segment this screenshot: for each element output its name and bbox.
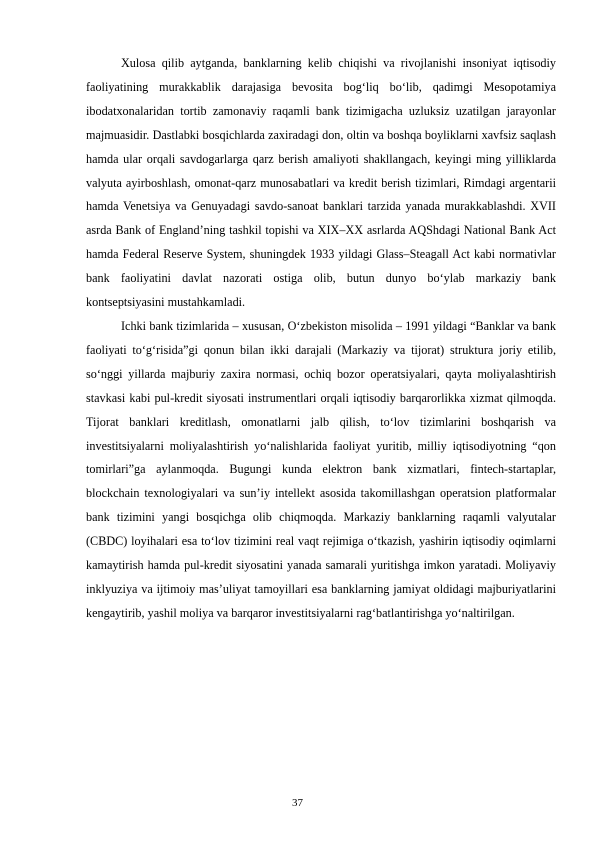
page-number: 37 bbox=[292, 797, 303, 809]
paragraph-domestic-banking: Ichki bank tizimlarida – xususan, O‘zbekiston misolida – 1991 yildagi “Banklar va bank faoliyati to‘g‘risida”gi qonun bilan ikki darajali (Markaziy va tijorat) struktura joriy etilib, so‘nggi yillarda majburiy zaxira normasi, ochiq bozor operatsiyalari, qayta moliyalashtirish stavkasi kabi pul-kredit siyosati instrumentlari orqali iqtisodiy barqarorlikka xizmat qilmoqda. Tijorat banklari kreditlash, omonatlarni jalb qilish, to‘lov tizimlarini boshqarish va investitsiyalarni moliyalashtirish yo‘nalishlarida faoliyat yuritib, milliy iqtisodiyotning “qon tomirlari”ga aylanmoqda. Bugungi kunda elektron bank xizmatlari, fintech-startaplar, blockchain texnologiyalari va sun’iy intellekt asosida takomillashgan operatsion platformalar bank tizimini yangi bosqichga olib chiqmoqda. Markaziy banklarning raqamli valyutalar (CBDC) loyihalari esa to‘lov tizimini real vaqt rejimiga o‘tkazish, yashirin iqtisodiy oqimlarni kamaytirish hamda pul-kredit siyosatini yanada samarali yuritishga imkon yaratadi. Moliyaviy inklyuziya va ijtimoiy mas’uliyat tamoyillari esa banklarning jamiyat oldidagi majburiyatlarini kengaytirib, yashil moliya va barqaror investitsiyalarni rag‘batlantirishga yo‘naltirilgan. bbox=[86, 318, 556, 620]
body-text bbox=[86, 52, 556, 626]
paragraph-conclusion: Xulosa qilib aytganda, banklarning kelib chiqishi va rivojlanishi insoniyat iqtisodiy faoliyatining murakkablik darajasiga bevosita bog‘liq bo‘lib, qadimgi Mesopotamiya ibodatxonalaridan tortib zamonaviy raqamli bank tizimigacha uzluksiz uzatilgan jarayonlar majmuasidir. Dastlabki bosqichlarda zaxiradagi don, oltin va boshqa boyliklarni xavfsiz saqlash hamda ular orqali savdogarlarga qarz berish amaliyoti shakllangach, keyingi ming yilliklarda valyuta ayirboshlash, omonat-qarz munosabatlari va kredit berish tizimlari, Rimdagi argentarii hamda Venetsiya va Genuyadagi savdo-sanoat banklari tarzida yanada murakkablashdi. XVII asrda Bank of England’ning tashkil topishi va XIX–XX asrlarda AQShdagi National Bank Act hamda Federal Reserve System, shuningdek 1933 yildagi Glass–Steagall Act kabi normativlar bank faoliyatini davlat nazorati ostiga olib, butun dunyo bo‘ylab markaziy bank kontseptsiyasini mustahkamladi. bbox=[86, 56, 556, 310]
